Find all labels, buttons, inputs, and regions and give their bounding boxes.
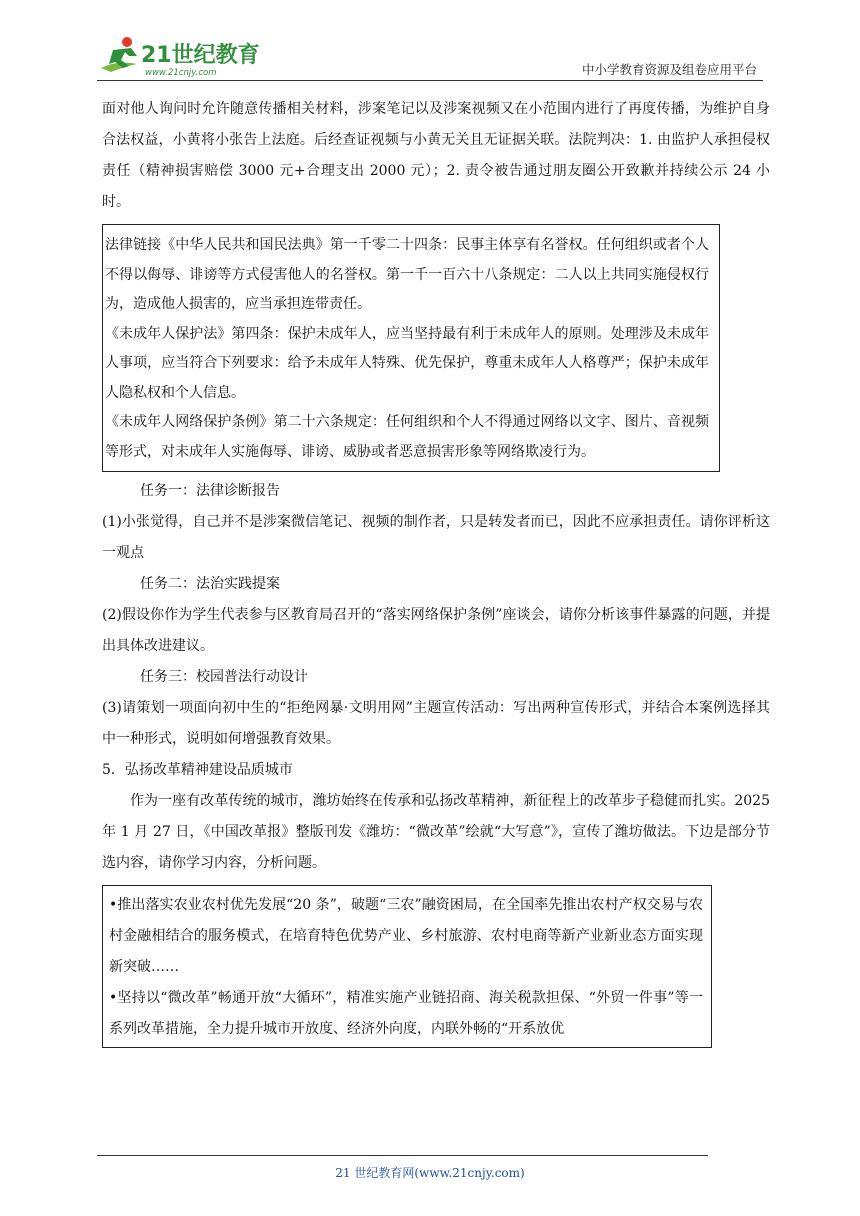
section5-title: 5．弘扬改革精神建设品质城市 <box>102 762 293 778</box>
logo-text: 21世纪教育 <box>141 43 260 68</box>
case-paragraph: 面对他人询问时允许随意传播相关材料，涉案笔记以及涉案视频又在小范围内进行了再度传播，为维护自身合法权益，小黄将小张告上法庭。后经查证视频与小黄无关且无证据关联。法院判决：1. 由监护人承担侵权责任（精神损害赔偿 3000 元+合理支出 2000 元）；2. 责令被告通过朋友圈公开致歉并持续公示 24 小时。 <box>102 101 770 210</box>
header-divider <box>97 80 763 81</box>
law-minor-protection: 《未成年人保护法》第四条：保护未成年人，应当坚持最有利于未成年人的原则。处理涉及未成年人事项，应当符合下列要求：给予未成年人特殊、优先保护，尊重未成年人人格尊严；保护未成年人隐私权和个人信息。 <box>105 325 709 401</box>
task1-title: 任务一：法律诊断报告 <box>140 483 280 499</box>
excerpt-bullet-1: •推出落实农业农村优先发展“20 条”，破题“三农”融资困局，在全国率先推出农村产权交易与农村金融相结合的服务模式，在培育特色优势产业、乡村旅游、农村电商等新产业新业态方面实现新突破…… <box>109 897 703 975</box>
task1-question: (1)小张觉得，自己并不是涉案微信笔记、视频的制作者，只是转发者而已，因此不应承担责任。请你评析这一观点 <box>102 514 770 561</box>
document-body <box>102 94 770 1048</box>
task2-question: (2)假设你作为学生代表参与区教育局召开的“落实网络保护条例”座谈会，请你分析该事件暴露的问题，并提出具体改进建议。 <box>102 607 770 654</box>
footer-link[interactable]: 21 世纪教育网(www.21cnjy.com) <box>335 1166 525 1180</box>
platform-name: 中小学教育资源及组卷应用平台 <box>581 62 757 77</box>
site-logo <box>97 34 267 78</box>
logo-url: www.21cnjy.com <box>145 68 217 78</box>
task3-title: 任务三：校园普法行动设计 <box>140 669 308 685</box>
section5-intro: 作为一座有改革传统的城市，潍坊始终在传承和弘扬改革精神，新征程上的改革步子稳健而扎实。2025 年 1 月 27 日，《中国改革报》整版刊发《潍坊：“微改革”绘就“大写意”》，宣传了潍坊做法。下边是部分节选内容，请你学习内容，分析问题。 <box>102 793 770 871</box>
excerpt-bullet-2: •坚持以“微改革”畅通开放“大循环”，精准实施产业链招商、海关税款担保、“外贸一件事”等一系列改革措施，全力提升城市开放度、经济外向度，内联外畅的“开系放优 <box>109 990 703 1037</box>
task3-question: (3)请策划一项面向初中生的“拒绝网暴·文明用网”主题宣传活动：写出两种宣传形式，并结合本案例选择其中一种形式，说明如何增强教育效果。 <box>102 700 770 747</box>
law-link-box <box>102 224 720 472</box>
excerpt-box <box>102 885 712 1048</box>
runner-logo-icon <box>97 34 267 78</box>
law-minor-network-regulation: 《未成年人网络保护条例》第二十六条规定：任何组织和个人不得通过网络以文字、图片、音视频等形式，对未成年人实施侮辱、诽谤、威胁或者恶意损害形象等网络欺凌行为。 <box>105 414 709 460</box>
footer-divider <box>97 1155 708 1156</box>
task2-title: 任务二：法治实践提案 <box>140 576 280 592</box>
law-civil-code: 法律链接《中华人民共和国民法典》第一千零二十四条：民事主体享有名誉权。任何组织或者个人不得以侮辱、诽谤等方式侵害他人的名誉权。第一千一百六十八条规定：二人以上共同实施侵权行为，造成他人损害的，应当承担连带责任。 <box>105 237 709 312</box>
